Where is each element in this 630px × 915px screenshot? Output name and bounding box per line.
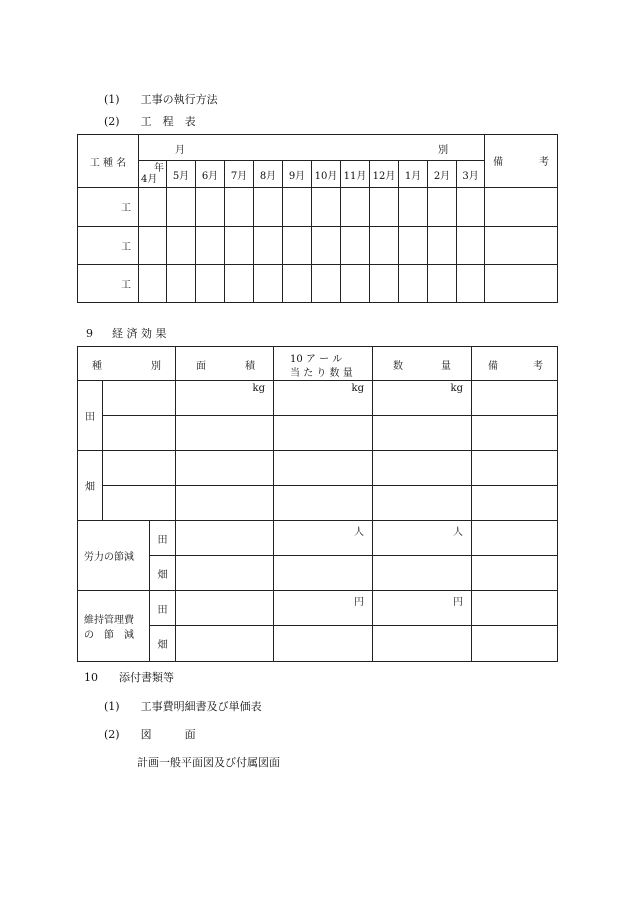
section-1 xyxy=(104,91,218,107)
section-9 xyxy=(86,325,167,341)
schedule-header-month xyxy=(139,135,485,161)
section-10-1-label: 工事費明細書及び単価表 xyxy=(140,700,262,713)
schedule-row-label: 工 xyxy=(78,226,139,264)
econ-labor-field-label: 畑 xyxy=(150,556,176,591)
section-10-2-number: (2) xyxy=(104,728,120,741)
schedule-row-label: 工 xyxy=(78,264,139,302)
econ-maint-label: 維持管理費 の 節 減 xyxy=(78,591,150,662)
section-2-number: (2) xyxy=(104,115,120,128)
section-10-2-note: 計画一般平面図及び付属図面 xyxy=(137,756,280,769)
section-9-number: 9 xyxy=(86,327,93,340)
table-row xyxy=(78,486,558,521)
schedule-month: 6月 xyxy=(196,161,225,188)
econ-maint-field-label: 畑 xyxy=(150,626,176,662)
schedule-month: 11月 xyxy=(341,161,370,188)
econ-labor-label: 労力の節減 xyxy=(78,521,150,591)
schedule-month: 9月 xyxy=(283,161,312,188)
schedule-month-4: 年 4月 xyxy=(139,161,167,188)
table-row xyxy=(78,451,558,486)
table-row xyxy=(78,264,558,302)
econ-unit-person: 人 xyxy=(274,521,373,556)
section-10 xyxy=(84,669,174,685)
table-row xyxy=(78,381,558,416)
table-row xyxy=(78,188,558,226)
section-2 xyxy=(104,113,196,129)
section-9-label: 経 済 効 果 xyxy=(112,327,167,340)
econ-header-menseki: 面 積 xyxy=(176,347,274,381)
econ-unit-yen: 円 xyxy=(373,591,472,626)
table-row xyxy=(78,626,558,662)
schedule-month-right-label: 別 xyxy=(438,145,449,156)
table-row xyxy=(78,416,558,451)
section-10-number: 10 xyxy=(84,671,98,684)
schedule-month: 3月 xyxy=(457,161,485,188)
econ-unit-kg: kg xyxy=(373,381,472,416)
schedule-row-label: 工 xyxy=(78,188,139,226)
econ-labor-rice-label: 田 xyxy=(150,521,176,556)
schedule-month: 8月 xyxy=(254,161,283,188)
econ-unit-kg: kg xyxy=(176,381,274,416)
econ-field-label: 畑 xyxy=(78,451,103,521)
econ-header-suryo: 数 量 xyxy=(373,347,472,381)
schedule-month: 1月 xyxy=(399,161,428,188)
section-1-number: (1) xyxy=(104,93,120,106)
section-10-2-label: 図 面 xyxy=(140,728,196,741)
section-10-label: 添付書類等 xyxy=(119,671,174,684)
schedule-month-left-label: 月 xyxy=(175,145,185,156)
schedule-month: 10月 xyxy=(312,161,341,188)
section-1-label: 工事の執行方法 xyxy=(140,93,218,106)
schedule-month: 7月 xyxy=(225,161,254,188)
section-10-2 xyxy=(104,726,196,742)
section-10-1-number: (1) xyxy=(104,700,120,713)
econ-rice-label: 田 xyxy=(78,381,103,451)
econ-unit-person: 人 xyxy=(373,521,472,556)
econ-header-biko: 備 考 xyxy=(472,347,558,381)
section-2-label: 工 程 表 xyxy=(140,115,196,128)
econ-header-shubetsu: 種 別 xyxy=(78,347,176,381)
economic-effect-table xyxy=(77,346,558,662)
table-row xyxy=(78,226,558,264)
section-10-1 xyxy=(104,698,262,714)
schedule-month: 12月 xyxy=(370,161,399,188)
schedule-month: 5月 xyxy=(167,161,196,188)
schedule-header-koshu: 工 種 名 xyxy=(78,135,139,188)
schedule-table xyxy=(77,134,558,303)
econ-maint-rice-label: 田 xyxy=(150,591,176,626)
econ-header-per10a: 10 ア ー ル 当 た り 数 量 xyxy=(274,347,373,381)
econ-unit-kg: kg xyxy=(274,381,373,416)
table-row xyxy=(78,521,558,556)
table-row xyxy=(78,556,558,591)
econ-unit-yen: 円 xyxy=(274,591,373,626)
table-row xyxy=(78,591,558,626)
schedule-month: 2月 xyxy=(428,161,457,188)
schedule-header-biko: 備 考 xyxy=(485,135,558,188)
